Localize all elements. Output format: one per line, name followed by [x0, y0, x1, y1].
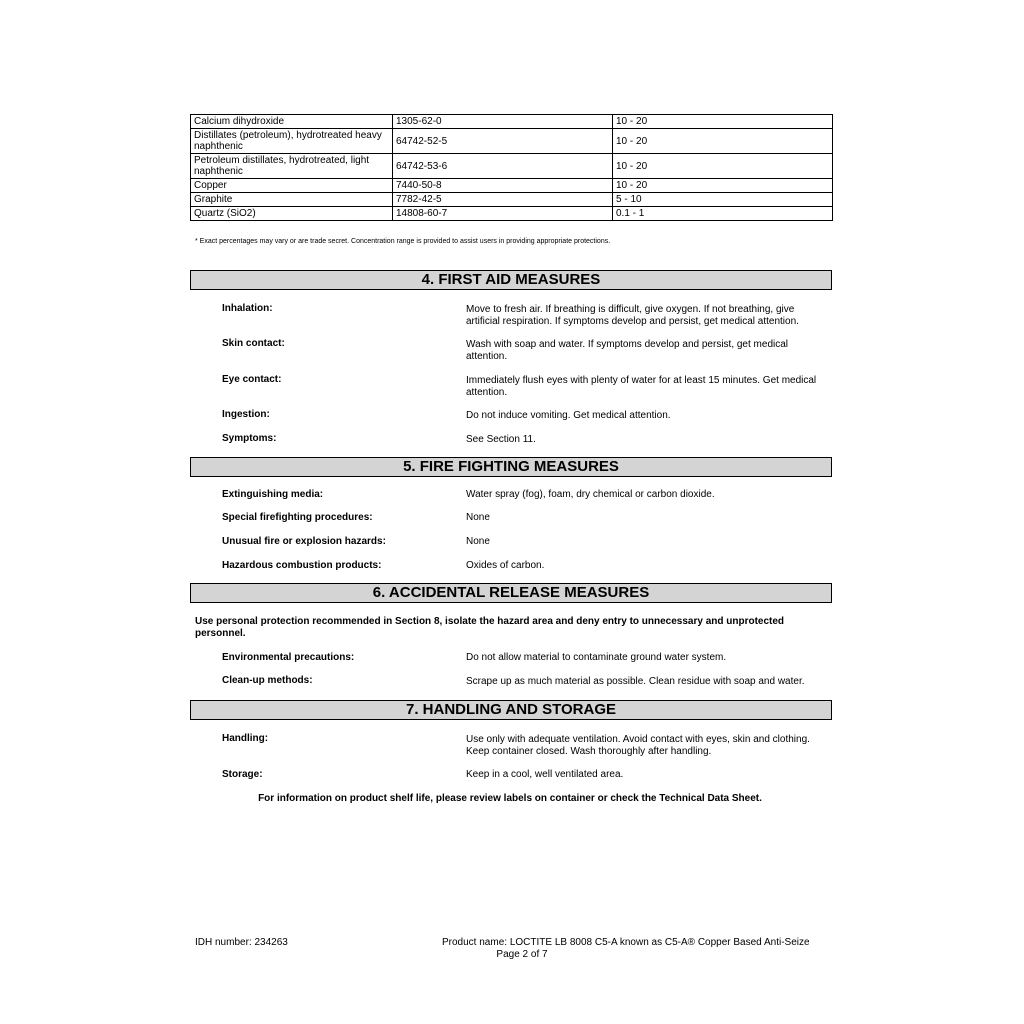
- composition-table: [190, 114, 833, 221]
- unusual-hazards-label: Unusual fire or explosion hazards:: [222, 536, 386, 547]
- inhalation-label: Inhalation:: [222, 303, 273, 314]
- cas-number: 14808-60-7: [393, 207, 613, 221]
- product-name: Product name: LOCTITE LB 8008 C5-A known as C5-A® Copper Based Anti-Seize: [442, 937, 810, 948]
- environmental-precautions-label: Environmental precautions:: [222, 652, 355, 663]
- symptoms-value: See Section 11.: [466, 434, 536, 445]
- handling-label: Handling:: [222, 733, 269, 744]
- ingredient-name: Petroleum distillates, hydrotreated, light naphthenic: [191, 154, 393, 179]
- cas-number: 7440-50-8: [393, 179, 613, 193]
- personal-protection-note: Use personal protection recommended in Section 8, isolate the hazard area and deny entry to unnecessary and unprotected personnel.: [195, 616, 785, 639]
- percent-range: 10 - 20: [613, 179, 833, 193]
- table-row: [191, 207, 833, 221]
- ingredient-name: Calcium dihydroxide: [191, 115, 393, 129]
- unusual-hazards-value: None: [466, 536, 490, 547]
- skin-contact-value: Wash with soap and water. If symptoms develop and persist, get medical attention.: [466, 339, 789, 362]
- idh-number: IDH number: 234263: [195, 937, 288, 948]
- extinguishing-media-value: Water spray (fog), foam, dry chemical or carbon dioxide.: [466, 489, 715, 500]
- ingredient-name: Copper: [191, 179, 393, 193]
- section-header-accidental-release: 6. ACCIDENTAL RELEASE MEASURES: [190, 583, 832, 603]
- page-number: Page 2 of 7: [496, 949, 548, 960]
- percent-range: 10 - 20: [613, 115, 833, 129]
- cas-number: 64742-52-5: [393, 129, 613, 154]
- extinguishing-media-label: Extinguishing media:: [222, 489, 324, 500]
- percent-range: 10 - 20: [613, 129, 833, 154]
- cas-number: 64742-53-6: [393, 154, 613, 179]
- ingredient-name: Quartz (SiO2): [191, 207, 393, 221]
- special-firefighting-value: None: [466, 512, 490, 523]
- section-header-first-aid: 4. FIRST AID MEASURES: [190, 270, 832, 290]
- percent-range: 0.1 - 1: [613, 207, 833, 221]
- eye-contact-label: Eye contact:: [222, 374, 282, 385]
- eye-contact-value: Immediately flush eyes with plenty of water for at least 15 minutes. Get medical attention.: [466, 375, 817, 398]
- storage-value: Keep in a cool, well ventilated area.: [466, 769, 624, 780]
- table-row: [191, 129, 833, 154]
- section-header-handling-storage: 7. HANDLING AND STORAGE: [190, 700, 832, 720]
- table-row: [191, 193, 833, 207]
- percent-range: 10 - 20: [613, 154, 833, 179]
- combustion-products-value: Oxides of carbon.: [466, 560, 545, 571]
- percent-range: 5 - 10: [613, 193, 833, 207]
- skin-contact-label: Skin contact:: [222, 338, 285, 349]
- cas-number: 7782-42-5: [393, 193, 613, 207]
- clean-up-methods-value: Scrape up as much material as possible. Clean residue with soap and water.: [466, 676, 805, 687]
- symptoms-label: Symptoms:: [222, 433, 277, 444]
- shelf-life-note: For information on product shelf life, please review labels on container or check the Technical Data Sheet.: [258, 793, 762, 804]
- table-row: [191, 115, 833, 129]
- clean-up-methods-label: Clean-up methods:: [222, 675, 313, 686]
- ingredient-name: Graphite: [191, 193, 393, 207]
- section-header-fire-fighting: 5. FIRE FIGHTING MEASURES: [190, 457, 832, 477]
- combustion-products-label: Hazardous combustion products:: [222, 560, 382, 571]
- table-row: [191, 179, 833, 193]
- concentration-footnote: * Exact percentages may vary or are trade secret. Concentration range is provided to assist users in providing appropriate protections.: [195, 238, 611, 245]
- inhalation-value: Move to fresh air. If breathing is difficult, give oxygen. If not breathing, give artificial respiration. If symptoms develop and persist, get medical attention.: [466, 304, 799, 327]
- ingestion-value: Do not induce vomiting. Get medical attention.: [466, 410, 671, 421]
- special-firefighting-label: Special firefighting procedures:: [222, 512, 373, 523]
- ingestion-label: Ingestion:: [222, 409, 270, 420]
- ingredient-name: Distillates (petroleum), hydrotreated heavy naphthenic: [191, 129, 393, 154]
- table-row: [191, 154, 833, 179]
- cas-number: 1305-62-0: [393, 115, 613, 129]
- handling-value: Use only with adequate ventilation. Avoid contact with eyes, skin and clothing. Keep container closed. Wash thoroughly after handling.: [466, 734, 810, 757]
- environmental-precautions-value: Do not allow material to contaminate ground water system.: [466, 652, 727, 663]
- storage-label: Storage:: [222, 769, 263, 780]
